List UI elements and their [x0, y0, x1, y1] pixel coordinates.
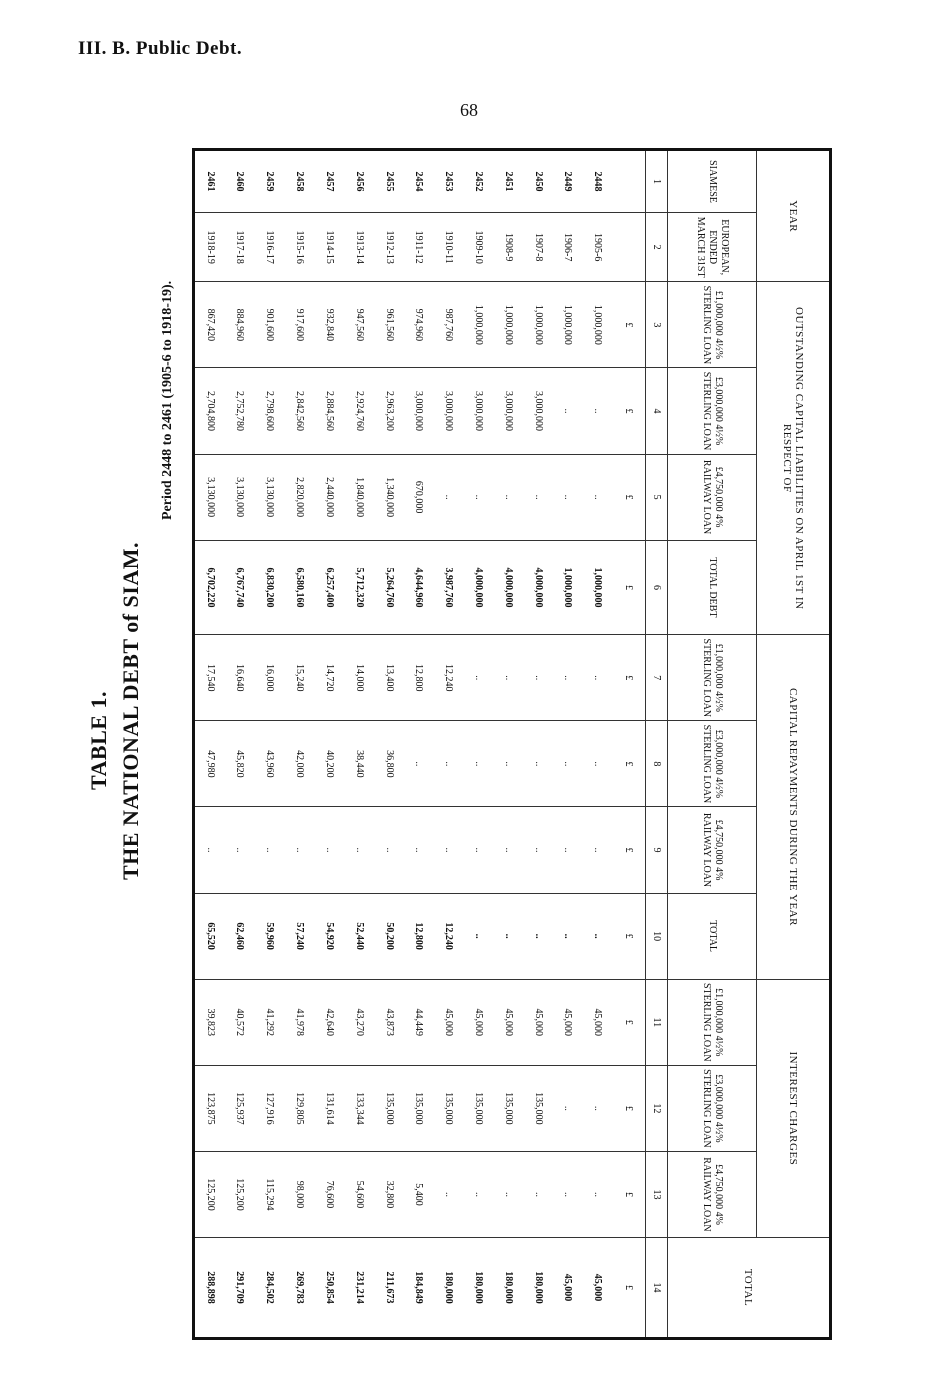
table-cell: 45,000 — [583, 979, 613, 1065]
table-cell: 2460 — [225, 150, 255, 213]
table-cell: 2,842,560 — [285, 368, 315, 454]
unit-cell — [613, 213, 645, 282]
table-cell: 2,798,600 — [255, 368, 285, 454]
col-header: £1,000,000 4½% STERLING LOAN — [668, 979, 757, 1065]
table-cell: 961,560 — [374, 282, 404, 368]
table-subtitle: THE NATIONAL DEBT of SIAM. — [118, 542, 143, 880]
table-cell: .. — [553, 368, 583, 454]
table-cell: .. — [583, 635, 613, 721]
table-cell: 6,702,220 — [194, 540, 226, 635]
table-cell: .. — [434, 807, 464, 893]
group-total: TOTAL — [668, 1238, 831, 1339]
unit-cell: £ — [613, 540, 645, 635]
table-row — [434, 150, 464, 1339]
unit-cell: £ — [613, 979, 645, 1065]
table-cell: .. — [434, 721, 464, 807]
column-number: 12 — [645, 1065, 667, 1151]
table-cell: 670,000 — [404, 454, 434, 540]
table-cell: 135,000 — [493, 1065, 523, 1151]
table-cell: 125,200 — [225, 1151, 255, 1237]
table-cell: 884,960 — [225, 282, 255, 368]
table-cell: .. — [553, 454, 583, 540]
table-cell: 1914-15 — [315, 213, 345, 282]
column-number: 2 — [645, 213, 667, 282]
table-cell: 32,800 — [374, 1151, 404, 1237]
table-cell: 211,673 — [374, 1238, 404, 1339]
table-cell: 5,264,760 — [374, 540, 404, 635]
table-row — [194, 150, 226, 1339]
table-cell: 2449 — [553, 150, 583, 213]
table-cell: .. — [194, 807, 226, 893]
column-number: 7 — [645, 635, 667, 721]
table-cell: 40,200 — [315, 721, 345, 807]
table-cell: 3,130,000 — [194, 454, 226, 540]
table-cell: 40,572 — [225, 979, 255, 1065]
table-cell: 133,344 — [344, 1065, 374, 1151]
table-cell: 45,000 — [464, 979, 494, 1065]
column-number: 3 — [645, 282, 667, 368]
table-cell: .. — [464, 721, 494, 807]
table-cell: 2451 — [493, 150, 523, 213]
col-header: £3,000,000 4½% STERLING LOAN — [668, 368, 757, 454]
table-cell: 45,000 — [553, 1238, 583, 1339]
table-cell: 4,644,960 — [404, 540, 434, 635]
table-cell: 50,200 — [374, 893, 404, 979]
table-cell: 15,240 — [285, 635, 315, 721]
table-cell: 3,130,000 — [225, 454, 255, 540]
unit-cell: £ — [613, 635, 645, 721]
table-row — [553, 150, 583, 1339]
unit-cell: £ — [613, 1238, 645, 1339]
table-cell: .. — [255, 807, 285, 893]
table-row — [315, 150, 345, 1339]
column-number: 8 — [645, 721, 667, 807]
table-row — [404, 150, 434, 1339]
table-cell: 1909-10 — [464, 213, 494, 282]
table-cell: 1913-14 — [344, 213, 374, 282]
unit-cell: £ — [613, 282, 645, 368]
table-cell: 1910-11 — [434, 213, 464, 282]
table-cell: .. — [583, 721, 613, 807]
col-header: £3,000,000 4½% STERLING LOAN — [668, 1065, 757, 1151]
table-cell: 54,920 — [315, 893, 345, 979]
table-cell: 98,000 — [285, 1151, 315, 1237]
column-number: 1 — [645, 150, 667, 213]
group-repayments: CAPITAL REPAYMENTS DURING THE YEAR — [757, 635, 831, 979]
column-number: 13 — [645, 1151, 667, 1237]
table-cell: 1912-13 — [374, 213, 404, 282]
table-row — [374, 150, 404, 1339]
table-cell: 947,560 — [344, 282, 374, 368]
column-header-row — [668, 150, 757, 1339]
table-cell: 184,849 — [404, 1238, 434, 1339]
table-cell: .. — [523, 807, 553, 893]
table-cell: 6,767,740 — [225, 540, 255, 635]
col-header: £4,750,000 4% RAILWAY LOAN — [668, 807, 757, 893]
table-cell: 62,460 — [225, 893, 255, 979]
debt-table — [192, 148, 832, 1340]
table-cell: 180,000 — [523, 1238, 553, 1339]
table-cell: .. — [285, 807, 315, 893]
table-cell: 1906-7 — [553, 213, 583, 282]
table-cell: 1,340,000 — [374, 454, 404, 540]
table-cell: 125,937 — [225, 1065, 255, 1151]
table-row — [493, 150, 523, 1339]
table-cell: 2454 — [404, 150, 434, 213]
section-header: III. B. Public Debt. — [78, 38, 243, 59]
table-cell: 1915-16 — [285, 213, 315, 282]
table-cell: 231,214 — [344, 1238, 374, 1339]
table-cell: .. — [464, 635, 494, 721]
column-number: 4 — [645, 368, 667, 454]
table-cell: .. — [553, 893, 583, 979]
table-cell: 3,987,760 — [434, 540, 464, 635]
table-cell: 135,000 — [374, 1065, 404, 1151]
table-cell: 43,873 — [374, 979, 404, 1065]
col-header: EUROPEAN, ENDED MARCH 31ST — [668, 213, 757, 282]
table-cell: 3,000,000 — [434, 368, 464, 454]
table-row — [255, 150, 285, 1339]
table-cell: 2461 — [194, 150, 226, 213]
table-cell: .. — [553, 1151, 583, 1237]
table-cell: 2,963,200 — [374, 368, 404, 454]
table-cell: .. — [523, 721, 553, 807]
group-outstanding: OUTSTANDING CAPITAL LIABILITIES ON APRIL 1ST IN RESPECT OF — [757, 282, 831, 635]
table-cell: 14,000 — [344, 635, 374, 721]
table-cell: 52,440 — [344, 893, 374, 979]
table-cell: .. — [583, 1065, 613, 1151]
table-cell: 38,440 — [344, 721, 374, 807]
table-cell: 135,000 — [523, 1065, 553, 1151]
table-cell: .. — [493, 807, 523, 893]
table-cell: 2,924,760 — [344, 368, 374, 454]
table-cell: 6,830,200 — [255, 540, 285, 635]
table-cell: 1,000,000 — [553, 540, 583, 635]
table-cell: 76,600 — [315, 1151, 345, 1237]
table-cell: .. — [464, 454, 494, 540]
table-cell: 129,805 — [285, 1065, 315, 1151]
table-cell: 2452 — [464, 150, 494, 213]
table-cell: 5,712,320 — [344, 540, 374, 635]
table-cell: .. — [434, 454, 464, 540]
page-number: 68 — [460, 100, 478, 120]
table-cell: 6,580,160 — [285, 540, 315, 635]
table-row — [225, 150, 255, 1339]
table-cell: 43,960 — [255, 721, 285, 807]
table-cell: 3,130,000 — [255, 454, 285, 540]
table-cell: 1918-19 — [194, 213, 226, 282]
table-cell: 115,294 — [255, 1151, 285, 1237]
table-cell: 5,400 — [404, 1151, 434, 1237]
table-cell: 16,640 — [225, 635, 255, 721]
table-cell: .. — [553, 807, 583, 893]
table-cell: .. — [464, 1151, 494, 1237]
col-header: £1,000,000 4½% STERLING LOAN — [668, 635, 757, 721]
unit-cell: £ — [613, 1151, 645, 1237]
table-cell: 2459 — [255, 150, 285, 213]
table-cell: 3,000,000 — [404, 368, 434, 454]
unit-cell: £ — [613, 368, 645, 454]
table-cell: 42,000 — [285, 721, 315, 807]
group-header-row — [757, 150, 831, 1339]
table-cell: .. — [583, 807, 613, 893]
table-cell: 4,000,000 — [523, 540, 553, 635]
table-cell: 39,823 — [194, 979, 226, 1065]
table-title: TABLE 1. — [86, 691, 111, 790]
table-cell: 16,000 — [255, 635, 285, 721]
table-cell: .. — [553, 1065, 583, 1151]
table-cell: 1916-17 — [255, 213, 285, 282]
table-cell: 1911-12 — [404, 213, 434, 282]
table-cell: 901,600 — [255, 282, 285, 368]
group-interest: INTEREST CHARGES — [757, 979, 831, 1237]
table-cell: 269,783 — [285, 1238, 315, 1339]
table-cell: 41,292 — [255, 979, 285, 1065]
table-cell: 45,000 — [553, 979, 583, 1065]
col-header: £4,750,000 4% RAILWAY LOAN — [668, 454, 757, 540]
table-cell: 291,709 — [225, 1238, 255, 1339]
table-cell: .. — [464, 807, 494, 893]
table-cell: .. — [493, 454, 523, 540]
column-number-row — [645, 150, 667, 1339]
table-cell: .. — [344, 807, 374, 893]
column-number: 5 — [645, 454, 667, 540]
table-cell: 43,270 — [344, 979, 374, 1065]
table-cell: 180,000 — [434, 1238, 464, 1339]
table-cell: 57,240 — [285, 893, 315, 979]
table-cell: 45,000 — [434, 979, 464, 1065]
table-cell: 180,000 — [493, 1238, 523, 1339]
table-cell: 2450 — [523, 150, 553, 213]
table-cell: 59,960 — [255, 893, 285, 979]
table-cell: 2455 — [374, 150, 404, 213]
table-cell: 42,640 — [315, 979, 345, 1065]
col-header: £3,000,000 4½% STERLING LOAN — [668, 721, 757, 807]
table-cell: .. — [583, 368, 613, 454]
table-cell: 987,760 — [434, 282, 464, 368]
table-cell: 1,000,000 — [493, 282, 523, 368]
table-cell: 1,840,000 — [344, 454, 374, 540]
table-cell: .. — [523, 893, 553, 979]
table-cell: 6,257,400 — [315, 540, 345, 635]
table-cell: 2,440,000 — [315, 454, 345, 540]
table-cell: 135,000 — [434, 1065, 464, 1151]
table-cell: 2,752,780 — [225, 368, 255, 454]
table-cell: .. — [374, 807, 404, 893]
col-header: SIAMESE — [668, 150, 757, 213]
table-cell: 41,978 — [285, 979, 315, 1065]
table-cell: 135,000 — [404, 1065, 434, 1151]
table-cell: 1,000,000 — [523, 282, 553, 368]
table-cell: 2457 — [315, 150, 345, 213]
table-cell: 917,600 — [285, 282, 315, 368]
table-cell: 1905-6 — [583, 213, 613, 282]
table-cell: 3,000,000 — [493, 368, 523, 454]
table-cell: 180,000 — [464, 1238, 494, 1339]
table-cell: 65,520 — [194, 893, 226, 979]
table-cell: 288,898 — [194, 1238, 226, 1339]
table-cell: .. — [523, 1151, 553, 1237]
table-cell: 1917-18 — [225, 213, 255, 282]
table-cell: .. — [523, 635, 553, 721]
table-cell: 13,400 — [374, 635, 404, 721]
table-cell: .. — [583, 893, 613, 979]
table-cell: 3,000,000 — [523, 368, 553, 454]
table-cell: 12,240 — [434, 635, 464, 721]
unit-cell: £ — [613, 893, 645, 979]
unit-row — [613, 150, 645, 1339]
table-cell: 2458 — [285, 150, 315, 213]
table-cell: 1,000,000 — [553, 282, 583, 368]
table-cell: 1908-9 — [493, 213, 523, 282]
table-cell: 127,916 — [255, 1065, 285, 1151]
table-cell: .. — [434, 1151, 464, 1237]
table-cell: 3,000,000 — [464, 368, 494, 454]
table-cell: 44,449 — [404, 979, 434, 1065]
column-number: 9 — [645, 807, 667, 893]
table-cell: 17,540 — [194, 635, 226, 721]
column-number: 11 — [645, 979, 667, 1065]
table-cell: .. — [523, 454, 553, 540]
table-cell: 45,000 — [523, 979, 553, 1065]
table-cell: 974,960 — [404, 282, 434, 368]
table-row — [583, 150, 613, 1339]
group-year: YEAR — [757, 150, 831, 282]
table-cell: 4,000,000 — [464, 540, 494, 635]
table-cell: 2456 — [344, 150, 374, 213]
table-cell: .. — [583, 1151, 613, 1237]
table-cell: .. — [493, 635, 523, 721]
table-cell: 2,704,800 — [194, 368, 226, 454]
table-body — [194, 150, 668, 1339]
table-cell: 45,820 — [225, 721, 255, 807]
col-header: £1,000,000 4½% STERLING LOAN — [668, 282, 757, 368]
col-header: TOTAL — [668, 893, 757, 979]
table-cell: 12,800 — [404, 635, 434, 721]
table-row — [464, 150, 494, 1339]
table-cell: 1,000,000 — [583, 540, 613, 635]
table-cell: .. — [553, 635, 583, 721]
table-row — [344, 150, 374, 1339]
table-cell: .. — [404, 807, 434, 893]
table-row — [285, 150, 315, 1339]
unit-cell: £ — [613, 807, 645, 893]
table-cell: .. — [315, 807, 345, 893]
table-cell: 1907-8 — [523, 213, 553, 282]
table-cell: 932,840 — [315, 282, 345, 368]
table-cell: 135,000 — [464, 1065, 494, 1151]
table-cell: .. — [404, 721, 434, 807]
table-cell: 47,980 — [194, 721, 226, 807]
table-cell: 1,000,000 — [583, 282, 613, 368]
col-header: £4,750,000 4% RAILWAY LOAN — [668, 1151, 757, 1237]
table-cell: 12,240 — [434, 893, 464, 979]
table-cell: 131,614 — [315, 1065, 345, 1151]
table-row — [523, 150, 553, 1339]
table-cell: 12,800 — [404, 893, 434, 979]
table-cell: 2448 — [583, 150, 613, 213]
table-cell: 45,000 — [493, 979, 523, 1065]
table-cell: 14,720 — [315, 635, 345, 721]
period-caption: Period 2448 to 2461 (1905-6 to 1918-19). — [160, 280, 175, 520]
column-number: 14 — [645, 1238, 667, 1339]
table-cell: 2453 — [434, 150, 464, 213]
unit-cell: £ — [613, 1065, 645, 1151]
table-cell: 123,875 — [194, 1065, 226, 1151]
table-cell: 54,600 — [344, 1151, 374, 1237]
col-header: TOTAL DEBT — [668, 540, 757, 635]
table-cell: 2,884,560 — [315, 368, 345, 454]
table-cell: 4,000,000 — [493, 540, 523, 635]
table-cell: 36,800 — [374, 721, 404, 807]
unit-cell: £ — [613, 454, 645, 540]
table-cell: 125,200 — [194, 1151, 226, 1237]
column-number: 10 — [645, 893, 667, 979]
table-cell: 45,000 — [583, 1238, 613, 1339]
unit-cell — [613, 150, 645, 213]
table-cell: .. — [493, 1151, 523, 1237]
table-cell: 250,854 — [315, 1238, 345, 1339]
table-cell: 867,420 — [194, 282, 226, 368]
table-cell: 284,502 — [255, 1238, 285, 1339]
table-cell: .. — [493, 721, 523, 807]
table-cell: .. — [583, 454, 613, 540]
table-cell: 1,000,000 — [464, 282, 494, 368]
table-cell: .. — [493, 893, 523, 979]
table-cell: .. — [553, 721, 583, 807]
table-cell: .. — [464, 893, 494, 979]
debt-table-container — [192, 148, 832, 1340]
table-cell: 2,820,000 — [285, 454, 315, 540]
unit-cell: £ — [613, 721, 645, 807]
column-number: 6 — [645, 540, 667, 635]
table-cell: .. — [225, 807, 255, 893]
